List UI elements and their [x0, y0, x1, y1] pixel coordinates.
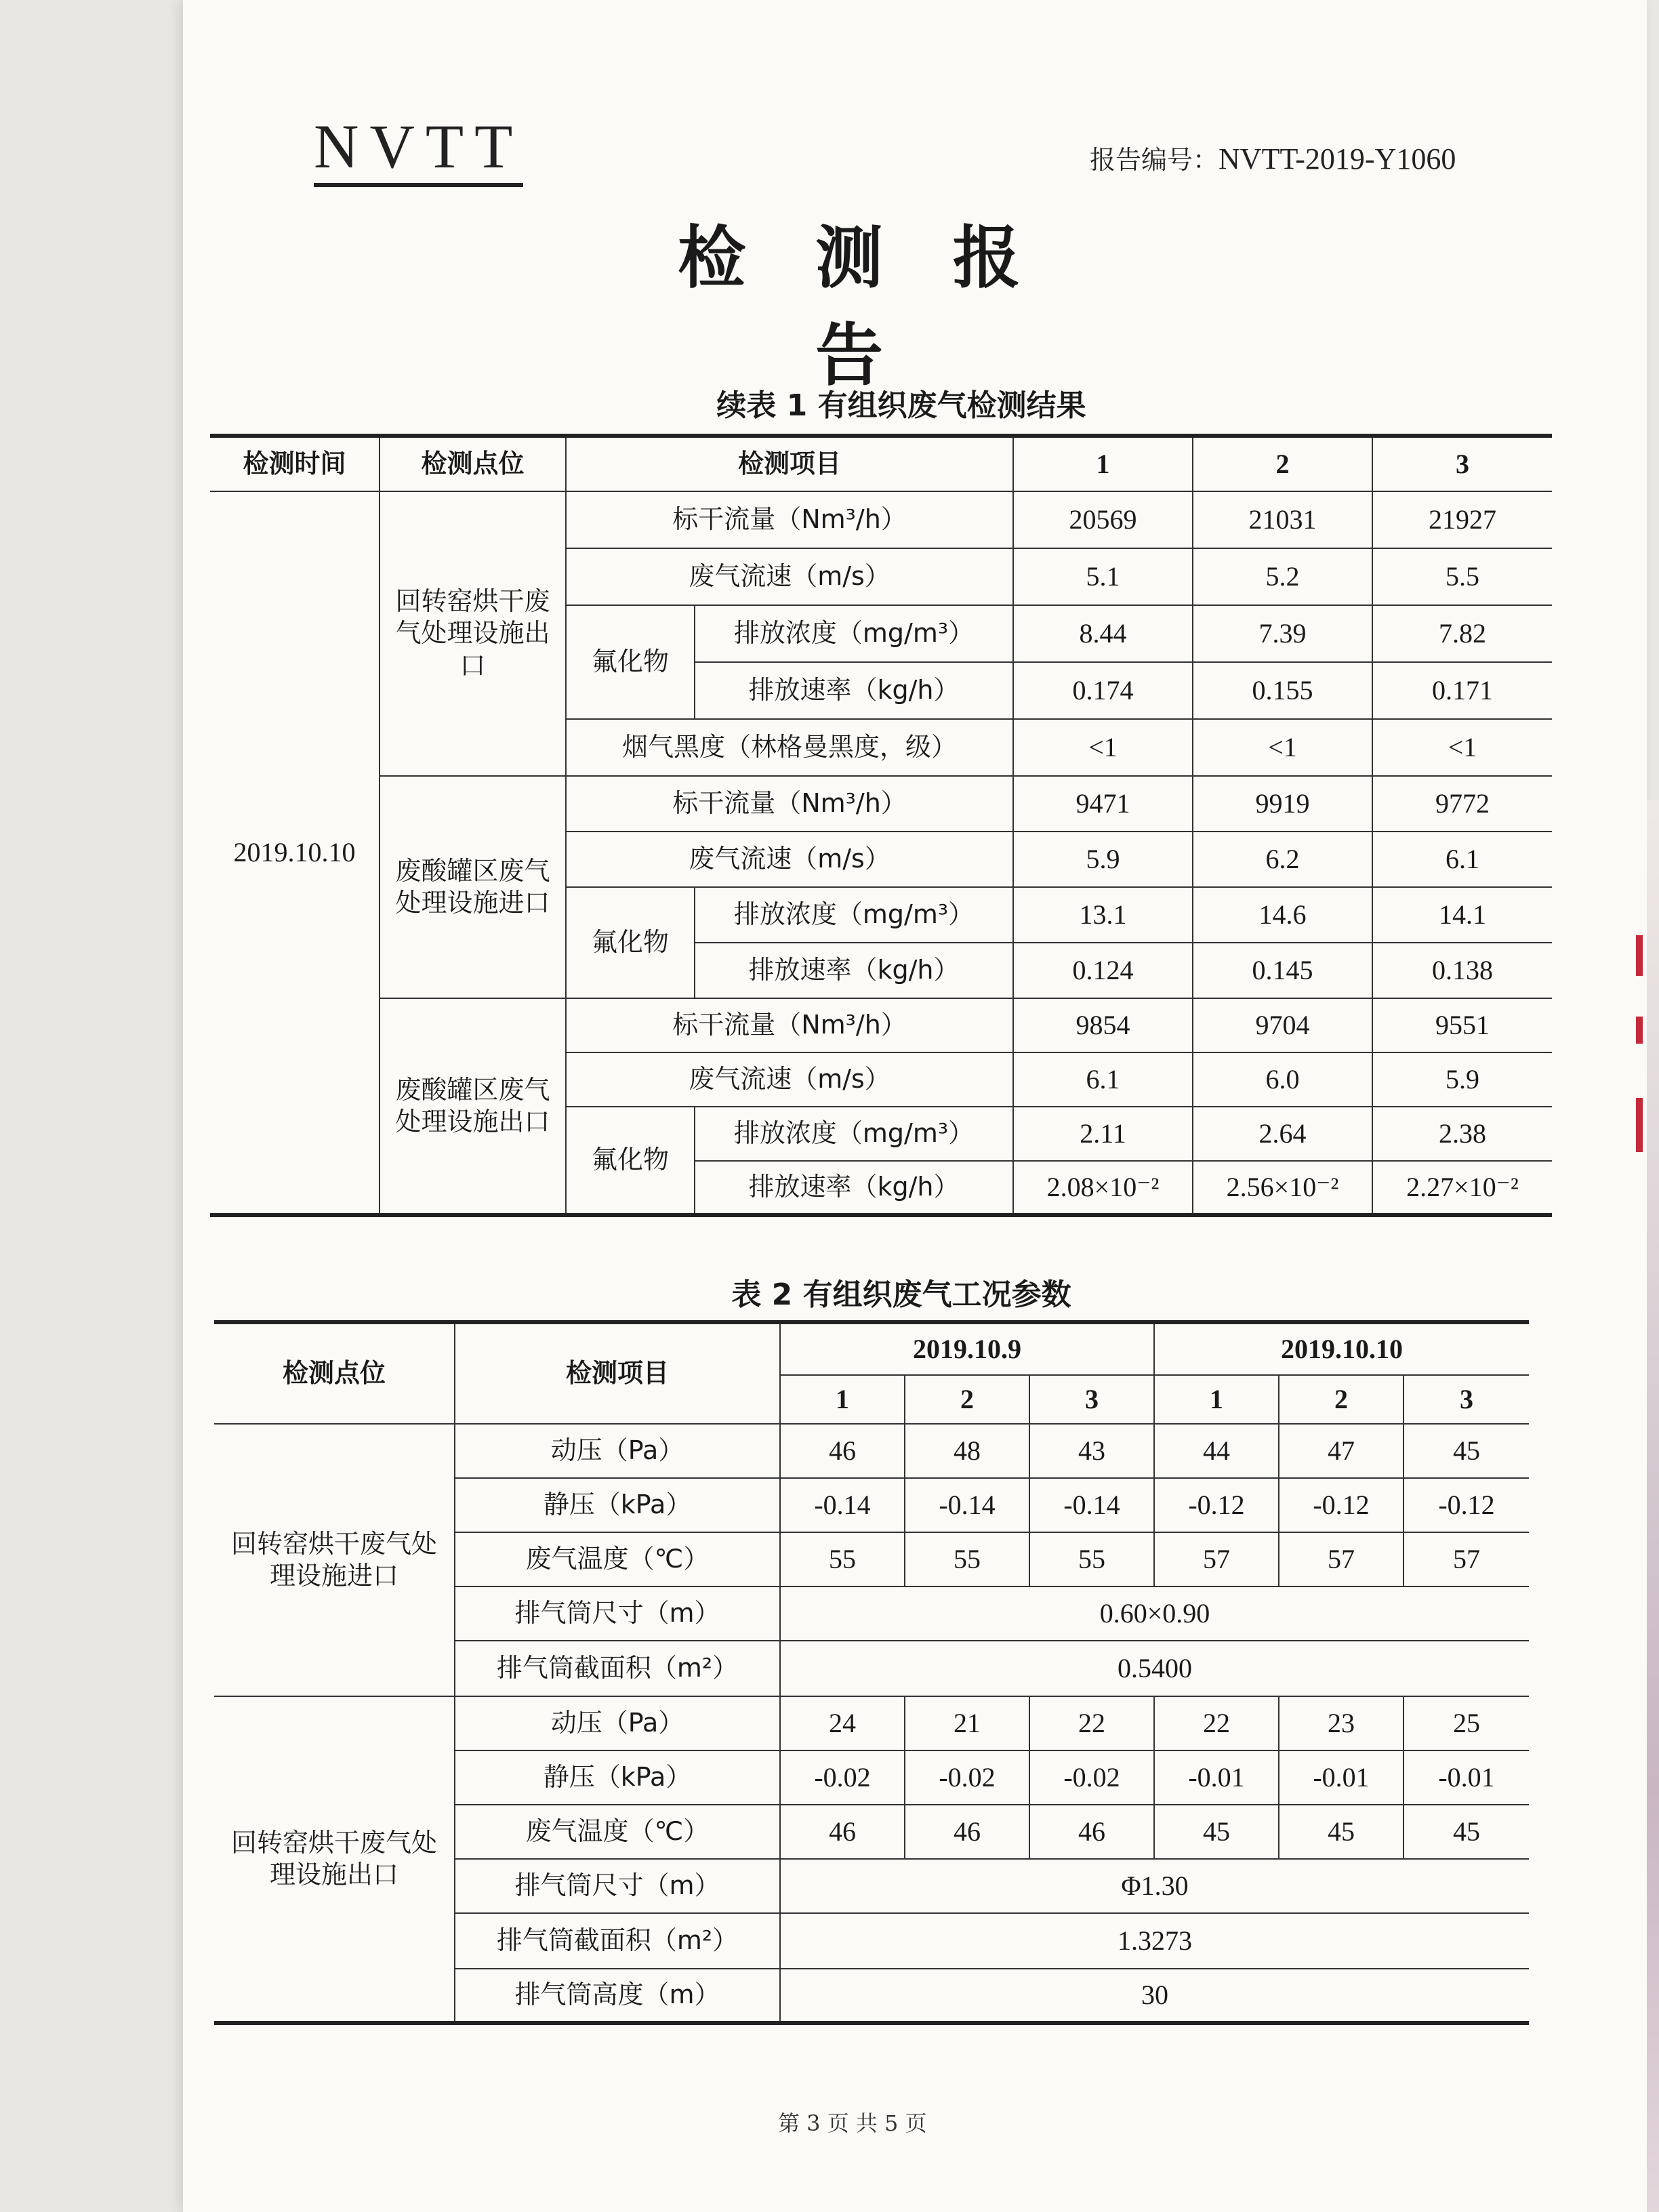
- red-stamp-edge: [1636, 1017, 1643, 1044]
- item-label: 废气温度（℃）: [455, 1805, 780, 1859]
- table-row: [210, 491, 1552, 548]
- cell-value: 0.138: [1372, 943, 1552, 998]
- cell-value: 23: [1279, 1696, 1404, 1750]
- table-row: [214, 1424, 1529, 1478]
- item-label: 排放浓度（mg/m³）: [695, 605, 1013, 662]
- th-run-1: 1: [780, 1375, 905, 1424]
- cell-value: -0.12: [1154, 1478, 1279, 1532]
- cell-value: <1: [1193, 719, 1372, 776]
- item-label: 排气筒截面积（m²）: [455, 1913, 780, 1969]
- th-item: 检测项目: [566, 436, 1013, 491]
- merged-value: 0.5400: [780, 1641, 1529, 1696]
- th-run-3: 3: [1029, 1375, 1154, 1424]
- point-name: 回转窑烘干废气处理设施出口: [214, 1696, 455, 2023]
- merged-value: 1.3273: [780, 1913, 1529, 1969]
- item-label: 烟气黑度（林格曼黑度，级）: [566, 719, 1013, 776]
- cell-value: 6.1: [1013, 1052, 1193, 1107]
- th-run-1: 1: [1154, 1375, 1279, 1424]
- cell-value: 2.11: [1013, 1107, 1193, 1161]
- item-label: 废气流速（m/s）: [566, 548, 1013, 605]
- th-run-2: 2: [905, 1375, 1029, 1424]
- fluoride-label: 氟化物: [566, 605, 695, 719]
- cell-value: 14.6: [1193, 887, 1372, 943]
- cell-value: 46: [780, 1805, 905, 1859]
- table2-operating-parameters: [214, 1320, 1529, 2025]
- detection-date: 2019.10.10: [210, 491, 380, 1215]
- item-label: 排放速率（kg/h）: [695, 662, 1013, 719]
- cell-value: 55: [1029, 1532, 1154, 1586]
- cell-value: 5.2: [1193, 548, 1372, 605]
- cell-value: -0.01: [1404, 1750, 1529, 1805]
- cell-value: -0.12: [1404, 1478, 1529, 1532]
- th-date-1: 2019.10.9: [780, 1322, 1154, 1375]
- cell-value: 0.174: [1013, 662, 1193, 719]
- th-time: 检测时间: [210, 436, 380, 491]
- merged-value: 0.60×0.90: [780, 1586, 1529, 1641]
- th-point: 检测点位: [214, 1322, 455, 1424]
- item-label: 废气温度（℃）: [455, 1532, 780, 1586]
- cell-value: 55: [905, 1532, 1029, 1586]
- cell-value: 44: [1154, 1424, 1279, 1478]
- cell-value: 5.5: [1372, 548, 1552, 605]
- cell-value: 45: [1279, 1805, 1404, 1859]
- table-row: [214, 1696, 1529, 1750]
- th-run-3: 3: [1404, 1375, 1529, 1424]
- merged-value: Φ1.30: [780, 1859, 1529, 1913]
- item-label: 排气筒尺寸（m）: [455, 1586, 780, 1641]
- item-label: 排气筒尺寸（m）: [455, 1859, 780, 1913]
- th-point: 检测点位: [380, 436, 566, 491]
- cell-value: 9919: [1193, 776, 1372, 832]
- cell-value: 7.39: [1193, 605, 1372, 662]
- cell-value: 47: [1279, 1424, 1404, 1478]
- cell-value: 2.38: [1372, 1107, 1552, 1161]
- item-label: 标干流量（Nm³/h）: [566, 776, 1013, 832]
- cell-value: 57: [1279, 1532, 1404, 1586]
- cell-value: 46: [780, 1424, 905, 1478]
- cell-value: 43: [1029, 1424, 1154, 1478]
- fluoride-label: 氟化物: [566, 1107, 695, 1215]
- table1-caption: 续表 1 有组织废气检测结果: [716, 388, 1086, 423]
- cell-value: 2.56×10⁻²: [1193, 1161, 1372, 1215]
- th-run-1: 1: [1013, 436, 1193, 491]
- cell-value: 14.1: [1372, 887, 1552, 943]
- cell-value: 6.1: [1372, 832, 1552, 887]
- cell-value: 57: [1404, 1532, 1529, 1586]
- cell-value: 5.9: [1013, 832, 1193, 887]
- cell-value: -0.14: [905, 1478, 1029, 1532]
- fluoride-label: 氟化物: [566, 887, 695, 998]
- cell-value: 2.27×10⁻²: [1372, 1161, 1552, 1215]
- cell-value: 46: [1029, 1805, 1154, 1859]
- page-title: 检 测 报 告: [678, 218, 1044, 395]
- cell-value: 20569: [1013, 491, 1193, 548]
- item-label: 排放速率（kg/h）: [695, 943, 1013, 998]
- cell-value: 0.124: [1013, 943, 1193, 998]
- item-label: 排放速率（kg/h）: [695, 1161, 1013, 1215]
- table1-detection-results: [210, 434, 1552, 1217]
- cell-value: -0.12: [1279, 1478, 1404, 1532]
- red-stamp-edge: [1636, 1098, 1643, 1152]
- th-date-2: 2019.10.10: [1154, 1322, 1529, 1375]
- cell-value: 5.1: [1013, 548, 1193, 605]
- point-name: 回转窑烘干废气处理设施出口: [380, 491, 566, 776]
- cell-value: <1: [1372, 719, 1552, 776]
- item-label: 排放浓度（mg/m³）: [695, 887, 1013, 943]
- cell-value: 45: [1154, 1805, 1279, 1859]
- report-number-value: NVTT-2019-Y1060: [1218, 142, 1456, 176]
- cell-value: 8.44: [1013, 605, 1193, 662]
- cell-value: 9471: [1013, 776, 1193, 832]
- cell-value: 25: [1404, 1696, 1529, 1750]
- cell-value: 13.1: [1013, 887, 1193, 943]
- report-number-label: 报告编号：: [1090, 145, 1219, 175]
- cell-value: 9772: [1372, 776, 1552, 832]
- item-label: 动压（Pa）: [455, 1696, 780, 1750]
- item-label: 废气流速（m/s）: [566, 1052, 1013, 1107]
- cell-value: -0.14: [1029, 1478, 1154, 1532]
- item-label: 标干流量（Nm³/h）: [566, 998, 1013, 1052]
- cell-value: 21031: [1193, 491, 1372, 548]
- cell-value: 7.82: [1372, 605, 1552, 662]
- cell-value: 24: [780, 1696, 905, 1750]
- cell-value: 45: [1404, 1424, 1529, 1478]
- point-name: 回转窑烘干废气处理设施进口: [214, 1424, 455, 1696]
- cell-value: 46: [905, 1805, 1029, 1859]
- cell-value: 48: [905, 1424, 1029, 1478]
- cell-value: 6.2: [1193, 832, 1372, 887]
- th-run-2: 2: [1193, 436, 1372, 491]
- item-label: 静压（kPa）: [455, 1750, 780, 1805]
- item-label: 排气筒高度（m）: [455, 1969, 780, 2023]
- cell-value: 2.64: [1193, 1107, 1372, 1161]
- cell-value: 0.155: [1193, 662, 1372, 719]
- cell-value: 22: [1154, 1696, 1279, 1750]
- cell-value: 57: [1154, 1532, 1279, 1586]
- th-run-3: 3: [1372, 436, 1552, 491]
- page-edge-strip: [1647, 800, 1659, 2212]
- cell-value: 5.9: [1372, 1052, 1552, 1107]
- cell-value: 45: [1404, 1805, 1529, 1859]
- cell-value: 0.171: [1372, 662, 1552, 719]
- cell-value: 21927: [1372, 491, 1552, 548]
- cell-value: -0.02: [1029, 1750, 1154, 1805]
- item-label: 动压（Pa）: [455, 1424, 780, 1478]
- cell-value: 55: [780, 1532, 905, 1586]
- cell-value: 9854: [1013, 998, 1193, 1052]
- company-logo: NVTT: [314, 115, 523, 187]
- merged-value: 30: [780, 1969, 1529, 2023]
- cell-value: -0.02: [905, 1750, 1029, 1805]
- cell-value: 9551: [1372, 998, 1552, 1052]
- item-label: 排放浓度（mg/m³）: [695, 1107, 1013, 1161]
- item-label: 静压（kPa）: [455, 1478, 780, 1532]
- cell-value: 9704: [1193, 998, 1372, 1052]
- cell-value: 0.145: [1193, 943, 1372, 998]
- table-row: [210, 776, 1552, 832]
- cell-value: -0.01: [1279, 1750, 1404, 1805]
- page-number: 第 3 页 共 5 页: [778, 2110, 927, 2136]
- table2-caption: 表 2 有组织废气工况参数: [731, 1277, 1071, 1312]
- th-run-2: 2: [1279, 1375, 1404, 1424]
- cell-value: <1: [1013, 719, 1193, 776]
- cell-value: -0.02: [780, 1750, 905, 1805]
- item-label: 废气流速（m/s）: [566, 832, 1013, 887]
- item-label: 排气筒截面积（m²）: [455, 1641, 780, 1696]
- red-stamp-edge: [1636, 935, 1643, 976]
- report-number: [1090, 139, 1456, 176]
- cell-value: 6.0: [1193, 1052, 1372, 1107]
- th-item: 检测项目: [455, 1322, 780, 1424]
- point-name: 废酸罐区废气处理设施出口: [380, 998, 566, 1215]
- point-name: 废酸罐区废气处理设施进口: [380, 776, 566, 998]
- table-row: [210, 998, 1552, 1052]
- item-label: 标干流量（Nm³/h）: [566, 491, 1013, 548]
- cell-value: 22: [1029, 1696, 1154, 1750]
- cell-value: -0.14: [780, 1478, 905, 1532]
- cell-value: -0.01: [1154, 1750, 1279, 1805]
- cell-value: 2.08×10⁻²: [1013, 1161, 1193, 1215]
- cell-value: 21: [905, 1696, 1029, 1750]
